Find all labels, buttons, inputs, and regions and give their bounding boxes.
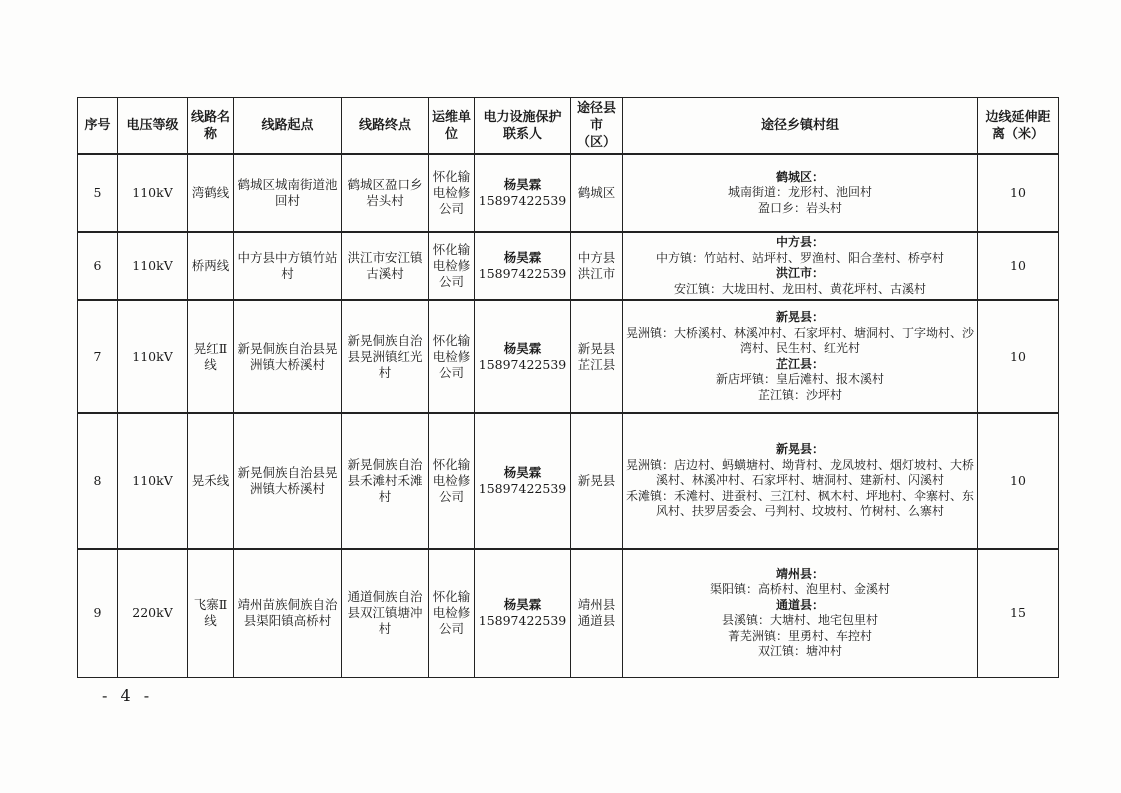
- cell-contact: [475, 300, 571, 413]
- town-line: 禾滩镇：禾滩村、进蚕村、三江村、枫木村、坪地村、伞寨村、东风村、扶罗居委会、弓判村、坟坡村、竹树村、么寨村: [626, 488, 975, 519]
- cell-end: 鹤城区盈口乡岩头村: [342, 154, 429, 232]
- town-line: 双江镇：塘冲村: [757, 644, 842, 659]
- cell-no: 9: [78, 549, 118, 677]
- header-counties: 途径县市（区）: [571, 98, 623, 155]
- town-county-label: 新晃县：: [775, 310, 824, 324]
- contact-phone: 15897422539: [478, 613, 567, 629]
- cell-distance: 10: [978, 232, 1059, 300]
- cell-contact: [475, 232, 571, 300]
- town-line: 中方镇：竹站村、站坪村、罗渔村、阳合垄村、桥亭村: [655, 250, 944, 265]
- town-county-label: 靖州县：: [775, 566, 824, 581]
- cell-start: 鹤城区城南街道池回村: [234, 154, 342, 232]
- town-county-label: 洪江市：: [775, 266, 824, 280]
- cell-start: 新晃侗族自治县晃洲镇大桥溪村: [234, 413, 342, 549]
- cell-unit: 怀化输电检修公司: [429, 413, 475, 549]
- header-start: 线路起点: [234, 98, 342, 155]
- table-row: [78, 549, 1059, 677]
- header-towns: 途径乡镇村组: [623, 98, 978, 155]
- cell-voltage: 110kV: [118, 413, 188, 549]
- contact-name: 杨昊霖: [503, 465, 542, 480]
- town-line: 新店坪镇：皇后滩村、报木溪村: [715, 372, 884, 386]
- town-line: 芷江镇：沙坪村: [757, 387, 842, 402]
- contact-phone: 15897422539: [478, 193, 567, 208]
- town-county-label: 鹤城区：: [775, 169, 824, 184]
- header-contact: 电力设施保护联系人: [475, 98, 571, 155]
- cell-contact: [475, 154, 571, 232]
- cell-counties: 靖州县通道县: [571, 549, 623, 677]
- header-unit: 运维单位: [429, 98, 475, 155]
- cell-voltage: 110kV: [118, 232, 188, 300]
- town-line: 晃洲镇：大桥溪村、林溪冲村、石家坪村、塘洞村、丁字坳村、沙湾村、民生村、红光村: [626, 325, 975, 355]
- town-line: 盈口乡：岩头村: [757, 200, 842, 215]
- cell-unit: 怀化输电检修公司: [429, 549, 475, 677]
- cell-distance: 10: [978, 154, 1059, 232]
- header-distance: 边线延伸距离（米）: [978, 98, 1059, 155]
- header-line-name: 线路名称: [188, 98, 234, 155]
- cell-voltage: 220kV: [118, 549, 188, 677]
- cell-end: 新晃侗族自治县晃洲镇红光村: [342, 300, 429, 413]
- contact-name: 杨昊霖: [503, 177, 542, 192]
- cell-end: 新晃侗族自治县禾滩村禾滩村: [342, 413, 429, 549]
- town-line: 县溪镇：大塘村、地宅包里村: [721, 613, 878, 628]
- cell-end: 通道侗族自治县双江镇塘冲村: [342, 549, 429, 677]
- header-end: 线路终点: [342, 98, 429, 155]
- cell-no: 5: [78, 154, 118, 232]
- town-line: 安江镇：大垅田村、龙田村、黄花坪村、古溪村: [673, 281, 926, 296]
- town-line: 城南街道：龙形村、池回村: [727, 185, 872, 200]
- cell-towns: [623, 549, 978, 677]
- town-line: 晃洲镇：店边村、蚂蟥塘村、坳背村、龙凤坡村、烟灯坡村、大桥溪村、林溪冲村、石家坪村、塘洞村、建新村、闪溪村: [626, 457, 975, 488]
- cell-distance: 10: [978, 413, 1059, 549]
- town-line: 渠阳镇：高桥村、泡里村、金溪村: [709, 582, 890, 597]
- town-county-label: 中方县：: [775, 235, 824, 249]
- table-header-row: [78, 98, 1059, 155]
- contact-name: 杨昊霖: [503, 250, 542, 265]
- cell-towns: [623, 232, 978, 300]
- header-voltage: 电压等级: [118, 98, 188, 155]
- cell-voltage: 110kV: [118, 300, 188, 413]
- table-row: [78, 154, 1059, 232]
- cell-no: 8: [78, 413, 118, 549]
- power-line-table: [77, 97, 1059, 678]
- cell-voltage: 110kV: [118, 154, 188, 232]
- table-row: [78, 232, 1059, 300]
- cell-unit: 怀化输电检修公司: [429, 154, 475, 232]
- cell-line-name: 晃禾线: [188, 413, 234, 549]
- town-county-label: 新晃县：: [775, 442, 824, 457]
- cell-contact: [475, 413, 571, 549]
- cell-end: 洪江市安江镇古溪村: [342, 232, 429, 300]
- cell-line-name: 飞寨Ⅱ线: [188, 549, 234, 677]
- cell-counties: 新晃县芷江县: [571, 300, 623, 413]
- cell-line-name: 晃红Ⅱ线: [188, 300, 234, 413]
- cell-distance: 15: [978, 549, 1059, 677]
- cell-start: 中方县中方镇竹站村: [234, 232, 342, 300]
- cell-distance: 10: [978, 300, 1059, 413]
- contact-name: 杨昊霖: [503, 340, 542, 356]
- table-row: [78, 300, 1059, 413]
- table-body: [78, 154, 1059, 677]
- header-no: 序号: [78, 98, 118, 155]
- contact-phone: 15897422539: [478, 481, 567, 496]
- cell-no: 7: [78, 300, 118, 413]
- town-county-label: 通道县：: [775, 597, 824, 612]
- cell-unit: 怀化输电检修公司: [429, 232, 475, 300]
- cell-start: 新晃侗族自治县晃洲镇大桥溪村: [234, 300, 342, 413]
- contact-phone: 15897422539: [478, 266, 567, 281]
- town-line: 菁芜洲镇：里勇村、车控村: [727, 628, 872, 643]
- cell-contact: [475, 549, 571, 677]
- cell-towns: [623, 300, 978, 413]
- cell-counties: 鹤城区: [571, 154, 623, 232]
- cell-towns: [623, 413, 978, 549]
- cell-towns: [623, 154, 978, 232]
- cell-counties: 新晃县: [571, 413, 623, 549]
- cell-line-name: 湾鹤线: [188, 154, 234, 232]
- cell-counties: 中方县洪江市: [571, 232, 623, 300]
- cell-no: 6: [78, 232, 118, 300]
- table-row: [78, 413, 1059, 549]
- town-county-label: 芷江县：: [775, 356, 824, 371]
- cell-line-name: 桥两线: [188, 232, 234, 300]
- cell-start: 靖州苗族侗族自治县渠阳镇高桥村: [234, 549, 342, 677]
- contact-phone: 15897422539: [478, 356, 567, 372]
- cell-unit: 怀化输电检修公司: [429, 300, 475, 413]
- contact-name: 杨昊霖: [503, 597, 542, 613]
- page-number: - 4 -: [102, 686, 154, 705]
